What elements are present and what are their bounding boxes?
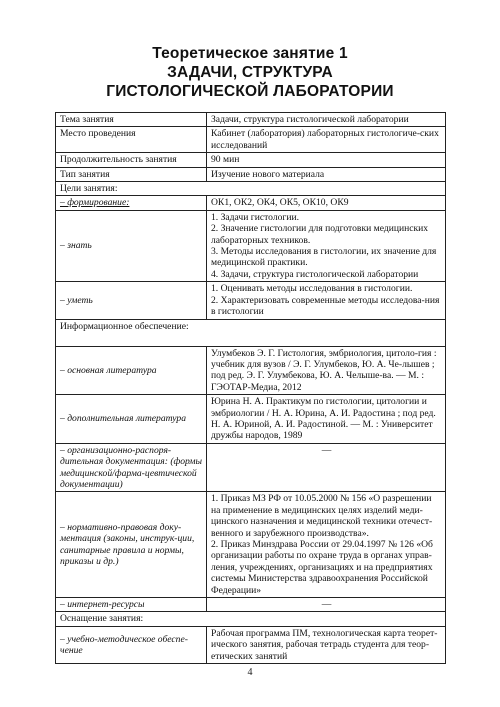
- table-row: [56, 598, 446, 612]
- lesson-topic-heading-line1: ЗАДАЧИ, СТРУКТУРА: [167, 64, 333, 81]
- list-item: 2. Характеризовать современные методы исследова-ния в гистологии: [211, 294, 440, 318]
- main-literature-label: – основная литература: [56, 346, 207, 395]
- list-item: 3. Методы исследования в гистологии, их значение для медицинской практики.: [211, 246, 437, 269]
- table-row: [56, 443, 446, 492]
- table-row: [56, 167, 446, 181]
- place-value: Кабинет (лаборатория) лабораторных гистологиче-ских исследований: [207, 127, 446, 153]
- able-items: [207, 282, 446, 319]
- methodical-support-value: Рабочая программа ПМ, технологическая карта теорет-ического занятия, рабочая тетрадь студента для теор-етических занятий: [207, 626, 446, 663]
- table-row: [56, 492, 446, 598]
- place-label: Место проведения: [56, 127, 207, 153]
- normative-docs-items: [207, 492, 446, 598]
- list-item: 1. Задачи гистологии.: [211, 211, 300, 223]
- formation-value: ОК1, ОК2, ОК4, ОК5, ОК10, ОК9: [207, 196, 446, 210]
- page-number: 4: [247, 667, 253, 678]
- topic-label: Тема занятия: [56, 113, 207, 127]
- list-item: 2. Значение гистологии для подготовки медицинских лабораторных техников.: [211, 223, 429, 246]
- table-row: [56, 319, 446, 346]
- table-row: [56, 113, 446, 127]
- methodical-support-label: – учебно-методическое обеспе-чение: [56, 626, 207, 663]
- lesson-plan-table: [55, 112, 446, 664]
- able-label: – уметь: [56, 282, 207, 319]
- duration-label: Продолжительность занятия: [56, 153, 207, 167]
- list-item: 1. Оценивать методы исследования в гистологии.: [211, 283, 413, 295]
- duration-value: 90 мин: [207, 153, 446, 167]
- org-docs-label: – организационно-распоря-дительная документация: (формы медицинской/фарма-цевтической документации): [56, 443, 207, 492]
- internet-resources-label: – интернет-ресурсы: [56, 598, 207, 612]
- table-row: [56, 210, 446, 281]
- type-label: Тип занятия: [56, 167, 207, 181]
- goals-header: Цели занятия:: [56, 182, 446, 196]
- know-items: [207, 210, 446, 281]
- org-docs-value: —: [207, 443, 446, 492]
- list-item: 1. Приказ МЗ РФ от 10.05.2000 № 156 «О разрешении на применение в медицинских целях изделий меди-цинского назначения и медицинской техники отечест-венного и зарубежного производства».: [211, 493, 433, 539]
- formation-label-text: – формирование:: [60, 197, 130, 209]
- topic-value: Задачи, структура гистологической лаборатории: [207, 113, 446, 127]
- table-row: [56, 196, 446, 210]
- type-value: Изучение нового материала: [207, 167, 446, 181]
- table-row: [56, 346, 446, 395]
- info-header: Информационное обеспечение:: [56, 319, 446, 346]
- table-row: [56, 127, 446, 153]
- additional-literature-value: Юрина Н. А. Практикум по гистологии, цитологии и эмбриологии / Н. А. Юрина, А. И. Радостина ; под ред. Н. А. Юриной, А. И. Радостиной. — М. : Университет дружбы народов, 1989: [207, 395, 446, 444]
- normative-docs-label: – нормативно-правовая доку-ментация (законы, инструк-ции, санитарные правила и нормы, приказы и др.): [56, 492, 207, 598]
- lesson-topic-heading-line2: ГИСТОЛОГИЧЕСКОЙ ЛАБОРАТОРИИ: [106, 83, 394, 100]
- table-row: [56, 153, 446, 167]
- table-row: [56, 612, 446, 626]
- know-label: – знать: [56, 210, 207, 281]
- table-row: [56, 395, 446, 444]
- list-item: 2. Приказ Минздрава России от 29.04.1997 № 126 «Об организации работы по охране труда в органах управ-ления, учреждениях, организациях и на предприятиях системы Министерства здравоохранения Российской Федерации»: [211, 539, 433, 596]
- lesson-number-heading: Теоретическое занятие 1: [152, 45, 348, 62]
- internet-resources-value: —: [207, 598, 446, 612]
- equipment-header: Оснащение занятия:: [56, 612, 446, 626]
- additional-literature-label: – дополнительная литература: [56, 395, 207, 444]
- page-title: [0, 44, 500, 101]
- formation-label: [56, 196, 207, 210]
- table-row: [56, 182, 446, 196]
- main-literature-value: Улумбеков Э. Г. Гистология, эмбриология, цитоло-гия : учебник для вузов / Э. Г. Улумбеков, Ю. А. Че-лышев ; под ред. Э. Г. Улумбекова, Ю. А. Челыше-ва. — М. : ГЭОТАР-Медиа, 2012: [207, 346, 446, 395]
- list-item: 4. Задачи, структура гистологической лаборатории: [211, 268, 419, 280]
- table-row: [56, 282, 446, 319]
- table-row: [56, 626, 446, 663]
